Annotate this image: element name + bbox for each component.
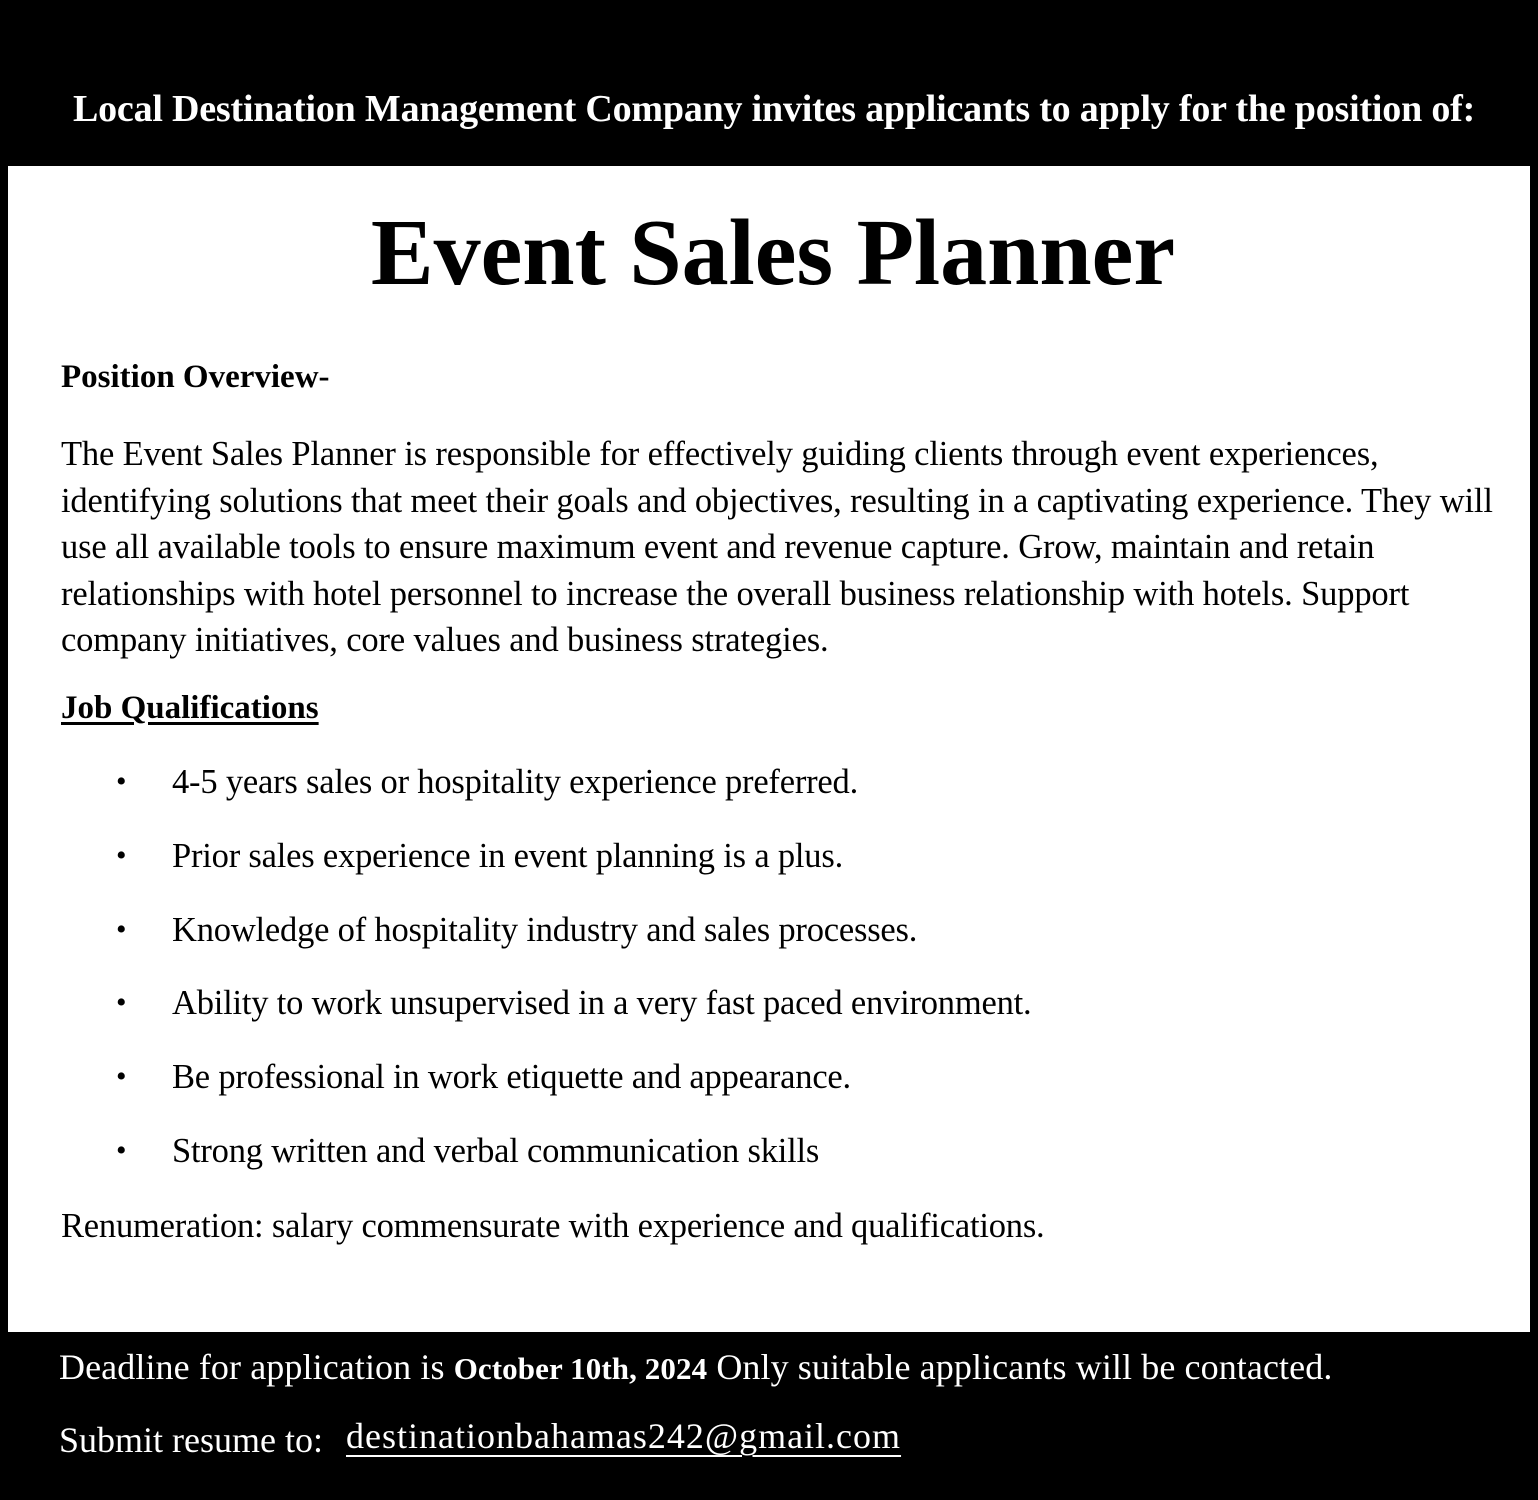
position-overview-text: The Event Sales Planner is responsible for effectively guiding clients through event experiences, identifying solutions that meet their goals and objectives, resulting in a captivating experience. They will use all available tools to ensure maximum event and revenue capture. Grow, maintain and retain relationships with hotel personnel to increase the overall business relationship with hotels. Support company initiatives, core values and business strategies. (61, 435, 1493, 659)
renumeration-text: Renumeration: salary commensurate with experience and qualifications. (61, 1207, 1045, 1245)
invitation-text: Local Destination Management Company invites applicants to apply for the position of: (72, 88, 1476, 130)
qualification-text: Ability to work unsupervised in a very fast paced environment. (172, 984, 1032, 1023)
header-band (0, 0, 1538, 166)
bullet-icon: • (116, 838, 127, 872)
bullet-icon: • (116, 1133, 127, 1167)
bullet-icon: • (116, 986, 127, 1020)
list-item (8, 759, 1530, 833)
qualifications-list (8, 759, 1530, 1202)
footer-band (0, 1332, 1538, 1500)
email-link[interactable]: destinationbahamas242@gmail.com (346, 1416, 902, 1456)
qualification-text: Strong written and verbal communication skills (172, 1131, 820, 1170)
submit-label: Submit resume to: (59, 1420, 323, 1460)
deadline-date: October 10th, 2024 (453, 1351, 708, 1386)
list-item (8, 833, 1530, 907)
position-overview-heading: Position Overview- (61, 359, 330, 395)
job-title: Event Sales Planner (370, 201, 1176, 305)
list-item (8, 907, 1530, 981)
qualification-text: Be professional in work etiquette and appearance. (172, 1058, 851, 1097)
list-item (8, 1128, 1530, 1202)
bullet-icon: • (116, 1060, 127, 1094)
deadline-prefix: Deadline for application is (59, 1347, 445, 1387)
job-posting-panel (8, 166, 1530, 1332)
list-item (8, 980, 1530, 1054)
qualification-text: Prior sales experience in event planning is a plus. (172, 836, 843, 875)
bullet-icon: • (116, 765, 127, 798)
list-item (8, 1054, 1530, 1128)
bullet-icon: • (116, 912, 127, 946)
qualification-text: 4-5 years sales or hospitality experience preferred. (172, 763, 859, 801)
qualification-text: Knowledge of hospitality industry and sales processes. (172, 910, 918, 949)
submit-line (59, 1417, 901, 1463)
deadline-suffix: Only suitable applicants will be contacted. (716, 1347, 1333, 1387)
deadline-line (59, 1344, 1332, 1392)
job-qualifications-heading: Job Qualifications (61, 690, 319, 726)
